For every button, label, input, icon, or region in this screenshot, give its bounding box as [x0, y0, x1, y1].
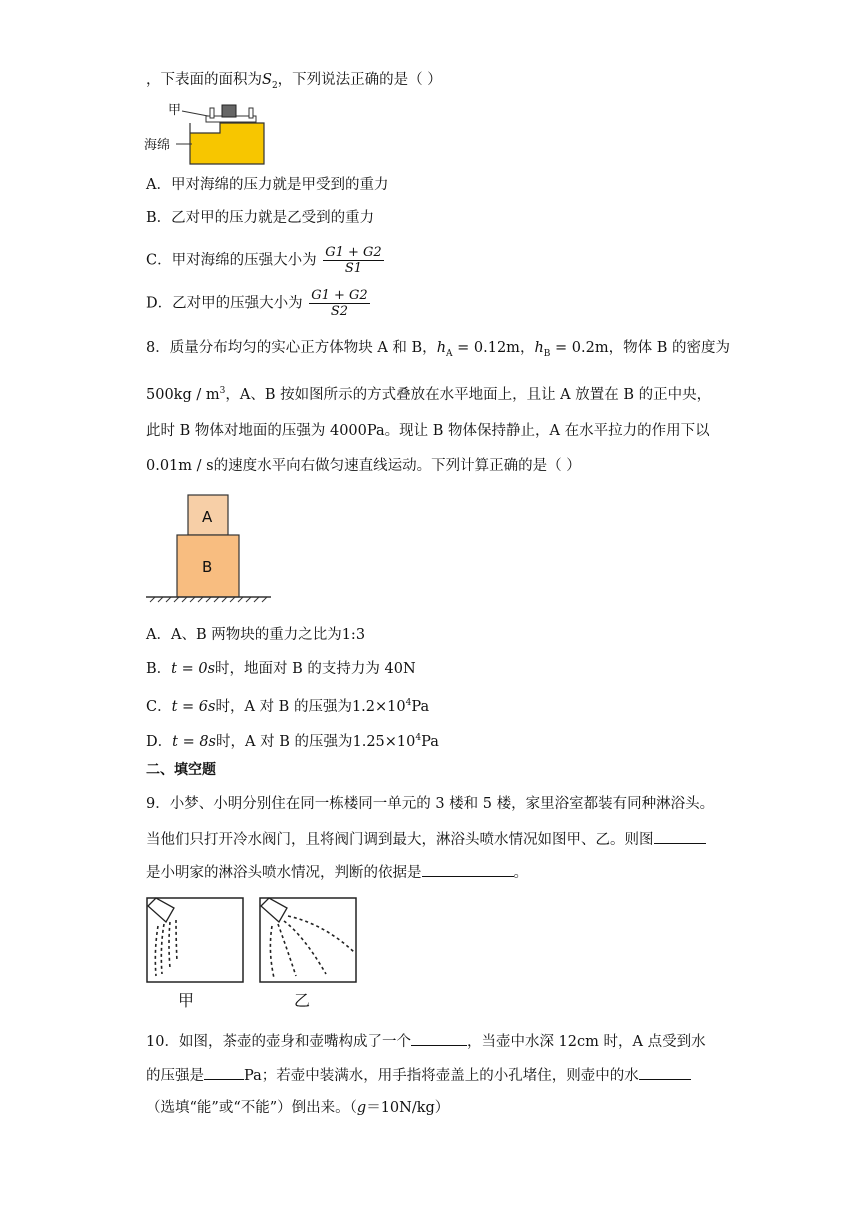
q8-option-c: C．t = 6s时，A 对 B 的压强为$1.2\times 10^4Pa$: [146, 698, 430, 715]
shower-figure: [146, 896, 376, 1012]
q8-line-3: 此时 B 物体对地面的压强为 4000Pa。现让 B 物体保持静止，A 在水平拉力的作用下以: [146, 423, 710, 439]
q7-option-a: A．甲对海绵的压力就是甲受到的重力: [146, 177, 389, 193]
q10-line-3: （选填“能”或“不能”）倒出来。（g＝10N/kg）: [146, 1100, 450, 1116]
answer-blank[interactable]: [654, 829, 706, 844]
q8-option-a: A．A、B 两物块的重力之比为1:3: [146, 627, 366, 643]
fraction-c: $\frac{G1 + G2}{S1}$: [325, 245, 382, 276]
q9-line-3: 是小明家的淋浴头喷水情况，判断的依据是 。: [146, 862, 528, 883]
shower-label-jia: 甲: [178, 991, 195, 1010]
q8-line-2: $500kg / m^3$，A、B 按如图所示的方式叠放在水平地面上，且让 A 放置在 B 的正中央，: [146, 386, 712, 403]
answer-blank[interactable]: [422, 862, 514, 877]
q7-option-d: D．乙对甲的压强大小为 $\frac{G1 + G2}{S2}$: [146, 288, 368, 319]
q7-intro: ，下表面的面积为$S_2$，下列说法正确的是（ ）: [146, 72, 442, 91]
shower-label-yi: 乙: [294, 991, 311, 1010]
q10-line-1: 10．如图，茶壶的壶身和壶嘴构成了一个 ，当壶中水深 12cm 时，A 点受到水: [146, 1031, 706, 1052]
q10-line-2: 的压强是 Pa；若壶中装满水，用手指将壶盖上的小孔堵住，则壶中的水: [146, 1065, 691, 1086]
answer-blank[interactable]: [204, 1065, 244, 1080]
fraction-d: $\frac{G1 + G2}{S2}$: [311, 288, 368, 319]
blocks-figure: [146, 492, 276, 604]
fig-label-jia: 甲: [168, 103, 182, 118]
q8-line-1: 8．质量分布均匀的实心正方体物块 A 和 B，$h_A = 0.12m$，$h_B = 0.2m$，物体 B 的密度为: [146, 340, 730, 359]
q9-line-1: 9．小梦、小明分别住在同一栋楼同一单元的 3 楼和 5 楼，家里浴室都装有同种淋浴头。: [146, 796, 715, 812]
block-a-label: A: [202, 508, 213, 526]
q8-line-4: 0.01m / s的速度水平向右做匀速直线运动。下列计算正确的是（ ）: [146, 458, 581, 474]
answer-blank[interactable]: [411, 1031, 467, 1046]
block-b-label: B: [202, 558, 213, 576]
fig-label-sponge: 海绵: [144, 138, 171, 153]
q7-option-c: C．甲对海绵的压强大小为 $\frac{G1 + G2}{S1}$: [146, 245, 382, 276]
q9-line-2: 当他们只打开冷水阀门，且将阀门调到最大，淋浴头喷水情况如图甲、乙。则图: [146, 829, 706, 850]
sponge-figure: [146, 100, 276, 170]
section-heading: 二、填空题: [146, 762, 216, 778]
q8-option-d: D．t = 8s时，A 对 B 的压强为$1.25\times 10^4Pa$: [146, 733, 439, 750]
q7-option-b: B．乙对甲的压力就是乙受到的重力: [146, 210, 375, 226]
answer-blank[interactable]: [639, 1065, 691, 1080]
q8-option-b: B．t = 0s时，地面对 B 的支持力为 40N: [146, 661, 416, 677]
